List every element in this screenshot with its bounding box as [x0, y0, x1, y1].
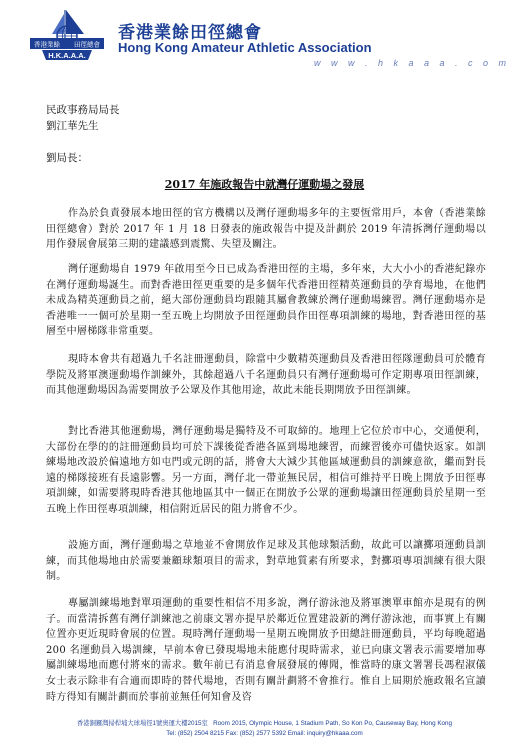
org-name-en: Hong Kong Amateur Athletic Association [118, 40, 372, 55]
letterhead [28, 8, 518, 70]
footer-contact: Tel: (852) 2504 8215 Fax: (852) 2577 5392 Email: inquiry@hkaaa.com [166, 730, 363, 737]
paragraph-5: 設施方面，灣仔運動場之草地並不會開放作足球及其他球類活動，故此可以讓擲項運動員訓練，而其他場地由於需要兼顧球類項目的需求，對草地質素有所要求，對擲項專項訓練有很大限制。 [46, 540, 486, 583]
hkaaa-logo-icon [28, 8, 106, 68]
paragraph-4: 對比香港其他運動場，灣仔運動場是獨特及不可取締的。地理上它位於市中心，交通便利，大部份在學的的註冊運動員均可於下課後從香港各區到場地練習，而練習後亦可儘快返家。如訓練場地改設於偏遠地方如屯門或元朗的話，將會大大減少其他區域運動員的訓練意欲，繼而對長遠的梯隊接班有長遠影響。另一方面，灣仔北一帶並無民居，相信可維持平日晚上開放予田徑專項訓練，如需要將現時香港其他地區其中一個正在開放予公眾的運動場讓田徑運動員於星期一至五晚上作田徑專項訓練，相信附近居民的阻力將會不少。 [46, 426, 486, 515]
logo-text: H.K.A.A.A. [48, 51, 86, 60]
paragraph-2: 灣仔運動場自 1979 年啟用至今日已成為香港田徑的主場，多年來，大大小小的香港紀錄亦在灣仔運動場誕生。而對香港田徑更重要的是多個年代香港田徑精英運動員的孕育場地，在他們未成為精英運動員之前，絕大部份運動員均跟隨其屬會教練於灣仔運動場練習。灣仔運動場亦是香港唯一一個可於星期一至五晚上均開放予田徑運動員作田徑專項訓練的場地，對香港田徑的基層至中層梯隊非常重要。 [46, 264, 486, 338]
org-name-zh: 香港業餘田徑總會 [118, 23, 262, 43]
letter-title [0, 176, 529, 192]
footer-address [0, 718, 529, 727]
recipient-title: 民政事務局局長 [46, 104, 120, 116]
logo-ribbon-right: 田徑總會 [74, 40, 100, 49]
paragraph-1: 作為於負責發展本地田徑的官方機構以及灣仔運動場多年的主要恆常用戶，本會（香港業餘田徑總會）對於 2017 年 1 月 18 日發表的施政報告中提及計劃於 2019 年清拆灣仔運動場以用作發展會展第三期的建議感到震驚、失望及關注。 [46, 208, 486, 251]
footer-address-en: Room 2015, Olympic House, 1 Stadium Path, So Kon Po, Causeway Bay, Hong Kong [213, 720, 453, 727]
paragraph-6: 專屬訓練場地對單項運動的重要性相信不用多說，灣仔游泳池及將軍澳單車館亦是現有的例子。而當清拆舊有灣仔訓練池之前康文署亦提早於鄰近位置建設新的灣仔游泳池，而事實上有關位置亦更近現時會展的位置。現時灣仔運動場一星期五晚開放予田總註冊運動員，平均每晚超過 200 名運動員入場訓練，早前本會已發現場地未能應付現時需求，並已向康文署表示需要增加專屬訓練場地而應付將來的需求。數年前已有消息會展發展的傳聞，惟當時的康文署署長馮程淑儀女士表示除非有合適而即時的替代場地，否則有關計劃將不會推行。惟自上屆期於施政報名宣讀時方得知有關計劃而於事前並無任何知會及咨 [46, 598, 486, 703]
salutation: 劉局長： [46, 152, 88, 164]
letter-title-text: 2017 年施政報告中就灣仔運動場之發展 [164, 178, 365, 191]
logo-ribbon-left: 香港業餘 [34, 40, 60, 49]
recipient-name: 劉江華先生 [46, 120, 99, 132]
footer-address-zh: 香港銅鑼灣掃桿埔大球場徑1號奧運大樓2015室 [76, 720, 208, 727]
paragraph-3: 現時本會共有超過九千名註冊運動員，除當中少數精英運動員及香港田徑隊運動員可於體育學院及將軍澳運動場作訓練外，其餘超過八千名運動員只有灣仔運動場可作定期專項田徑訓練，而其他運動場因為需要開放予公眾及作其他用途，故此未能長期開放予田徑訓練。 [46, 354, 486, 397]
website-link[interactable]: w w w . h k a a a . c o m [313, 58, 510, 68]
